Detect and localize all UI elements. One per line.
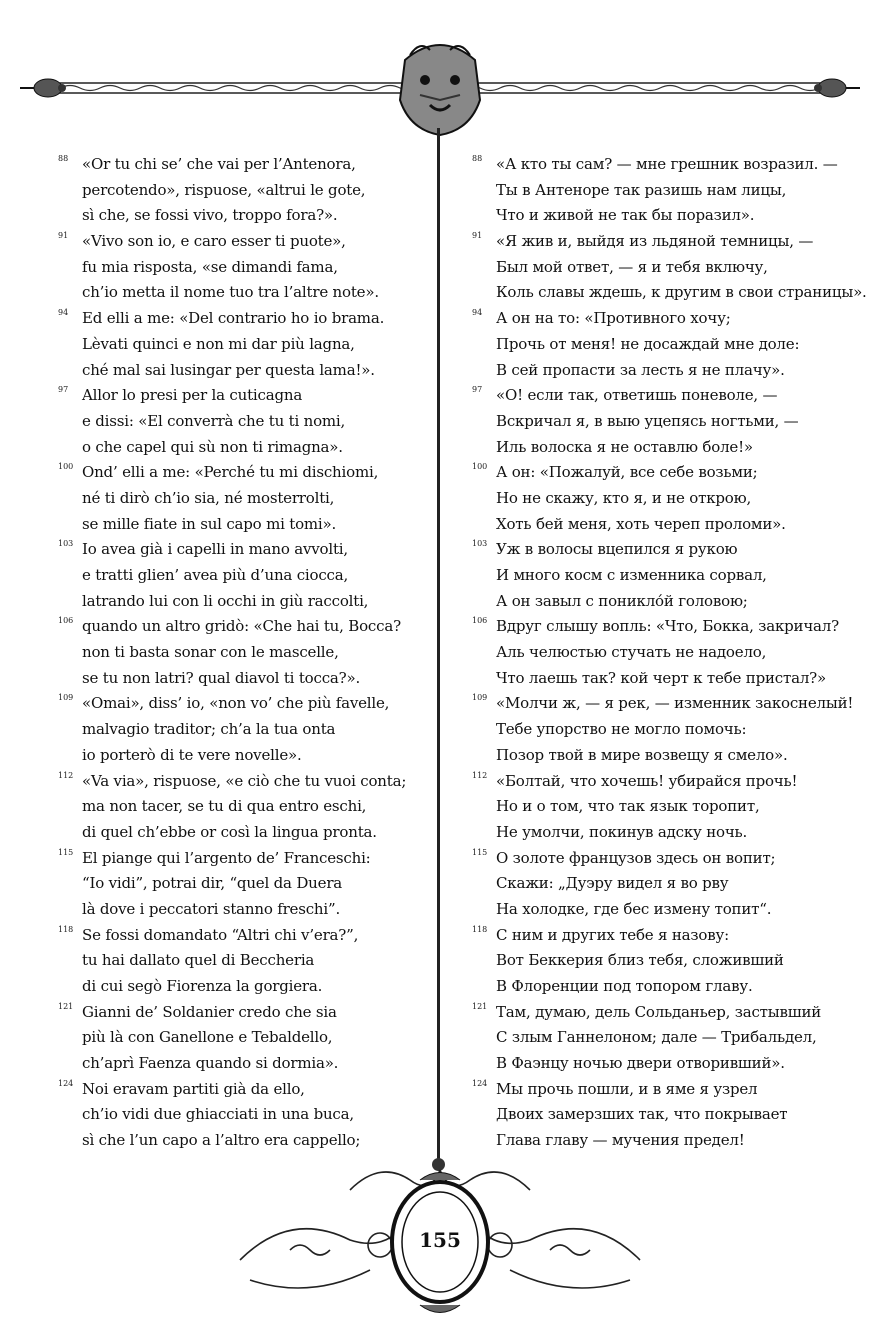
- line-number: 124: [58, 1078, 74, 1088]
- page-number: 155: [419, 1228, 461, 1252]
- verse-line: se tu non latri? qual diavol ti tocca?».: [82, 668, 361, 687]
- left-finial-icon: [20, 79, 66, 97]
- tercet: [472, 614, 872, 691]
- verse-line: «Or tu chi se’ che vai per l’Antenora,: [82, 155, 356, 173]
- line-number: 121: [58, 1001, 74, 1011]
- tercet: [58, 460, 428, 537]
- verse-line: Что и живой не так бы поразил».: [496, 206, 755, 225]
- line-number: 109: [58, 693, 74, 703]
- verse-line: io porterò di te vere novelle».: [82, 745, 302, 764]
- line-number: 106: [472, 616, 488, 626]
- verse-line: o che capel qui sù non ti rimagna».: [82, 437, 343, 456]
- verse-line: Глава главу — мучения предел!: [496, 1131, 745, 1150]
- tercet: [58, 769, 428, 846]
- line-number: 112: [58, 770, 74, 780]
- verse-line: А он на то: «Противного хочу;: [496, 309, 731, 328]
- verse-line: Там, думаю, дель Сольданьер, застывший: [496, 1002, 822, 1021]
- verse-line: di cui segò Fiorenza la gorgiera.: [82, 977, 323, 995]
- line-number: 88: [472, 154, 483, 163]
- verse-line: tu hai dallato quel di Beccheria: [82, 951, 315, 970]
- line-number: 97: [58, 385, 69, 395]
- tercet: [472, 691, 872, 768]
- tercet: [472, 152, 872, 229]
- verse-line: «Я жив и, выйдя из льдяной темницы, —: [496, 232, 814, 251]
- tercet: [58, 846, 428, 923]
- verse-line: Вот Беккерия близ тебя, сложивший: [496, 951, 784, 970]
- russian-column: [472, 152, 872, 1154]
- verse-line: Gianni de’ Soldanier credo che sia: [82, 1002, 337, 1021]
- verse-line: Allor lo presi per la cuticagna: [82, 386, 303, 405]
- line-number: 115: [58, 847, 74, 857]
- line-number: 118: [58, 924, 74, 934]
- verse-line: Что лаешь так? кой черт к тебе пристал?»: [496, 668, 826, 687]
- verse-line: Ond’ elli a me: «Perché tu mi dischiomi,: [82, 463, 379, 482]
- verse-line: С ним и других тебе я назову:: [496, 925, 729, 944]
- tercet: [58, 537, 428, 614]
- top-ornament: [0, 0, 880, 150]
- verse-line: sì che, se fossi vivo, troppo fora?».: [82, 206, 338, 225]
- tercet: [58, 614, 428, 691]
- verse-line: Скажи: „Дуэру видел я во рву: [496, 874, 729, 893]
- line-number: 124: [472, 1078, 488, 1088]
- tercet: [58, 691, 428, 768]
- verse-line: «Omai», diss’ io, «non vo’ che più favelle,: [82, 694, 390, 713]
- verse-line: Тебе упорство не могло помочь:: [496, 720, 747, 739]
- line-number: 100: [472, 462, 488, 472]
- lion-head-icon: [400, 45, 480, 135]
- verse-line: А он завыл с поникло́й головою;: [496, 591, 748, 610]
- verse-line: e dissi: «El converrà che tu ti nomi,: [82, 411, 346, 430]
- verse-line: Io avea già i capelli in mano avvolti,: [82, 540, 348, 559]
- verse-line: Уж в волосы вцепился я рукою: [496, 540, 738, 559]
- line-number: 94: [58, 308, 69, 318]
- center-divider: [437, 128, 440, 1168]
- verse-line: Мы прочь пошли, и в яме я узрел: [496, 1079, 758, 1098]
- tercet: [58, 1077, 428, 1154]
- line-number: 118: [472, 924, 488, 934]
- verse-line: Ты в Антеноре так разишь нам лицы,: [496, 180, 787, 199]
- verse-line: Но не скажу, кто я, и не открою,: [496, 488, 752, 507]
- verse-line: О золоте французов здесь он вопит;: [496, 848, 776, 867]
- tercet: [472, 383, 872, 460]
- verse-line: В Флоренции под топором главу.: [496, 977, 753, 995]
- verse-line: В Фаэнцу ночью двери отворивший».: [496, 1054, 785, 1073]
- line-number: 97: [472, 385, 483, 395]
- verse-line: Был мой ответ, — я и тебя включу,: [496, 257, 768, 276]
- line-number: 94: [472, 308, 483, 318]
- verse-line: non ti basta sonar con le mascelle,: [82, 643, 339, 662]
- verse-line: «А кто ты сам? — мне грешник возразил. —: [496, 155, 838, 173]
- verse-line: ma non tacer, se tu di qua entro eschi,: [82, 797, 367, 816]
- line-number: 88: [58, 154, 69, 163]
- tercet: [58, 923, 428, 1000]
- verse-line: Иль волоска я не оставлю боле!»: [496, 437, 753, 456]
- tercet: [472, 1000, 872, 1077]
- verse-line: «Молчи ж, — я рек, — изменник закоснелый!: [496, 694, 854, 713]
- right-finial-icon: [814, 79, 860, 97]
- verse-line: di quel ch’ebbe or così la lingua pronta.: [82, 822, 377, 841]
- verse-line: quando un altro gridò: «Che hai tu, Bocca?: [82, 617, 401, 636]
- verse-line: percotendo», rispuose, «altrui le gote,: [82, 180, 366, 199]
- verse-line: El piange qui l’argento de’ Franceschi:: [82, 848, 371, 867]
- line-number: 100: [58, 462, 74, 472]
- verse-line: là dove i peccatori stanno freschi”.: [82, 899, 341, 918]
- verse-line: Но и о том, что так язык торопит,: [496, 797, 760, 816]
- line-number: 115: [472, 847, 488, 857]
- tercet: [472, 460, 872, 537]
- line-number: 103: [472, 539, 488, 549]
- verse-line: e tratti glien’ avea più d’una ciocca,: [82, 566, 349, 584]
- line-number: 106: [58, 616, 74, 626]
- line-number: 91: [472, 231, 483, 241]
- verse-line: ché mal sai lusingar per questa lama!».: [82, 360, 375, 379]
- verse-line: Прочь от меня! не досаждай мне доле:: [496, 334, 800, 353]
- tercet: [472, 229, 872, 306]
- verse-line: latrando lui con li occhi in giù raccolti,: [82, 591, 369, 610]
- verse-line: Хоть бей меня, хоть череп проломи».: [496, 514, 786, 533]
- verse-line: Noi eravam partiti già da ello,: [82, 1079, 305, 1098]
- verse-line: Позор твой в мире возвещу я смело».: [496, 745, 788, 764]
- verse-line: На холодке, где бес измену топит“.: [496, 899, 772, 918]
- line-number: 91: [58, 231, 69, 241]
- line-number: 103: [58, 539, 74, 549]
- verse-line: “Io vidi”, potrai dir, “quel da Duera: [82, 874, 343, 893]
- tercet: [472, 923, 872, 1000]
- verse-line: Двоих замерзших так, что покрывает: [496, 1105, 788, 1124]
- verse-line: Ed elli a me: «Del contrario ho io brama.: [82, 309, 385, 328]
- verse-line: Коль славы ждешь, к другим в свои страницы».: [496, 283, 867, 302]
- verse-line: più là con Ganellone e Tebaldello,: [82, 1028, 333, 1047]
- tercet: [472, 846, 872, 923]
- verse-line: И много косм с изменника сорвал,: [496, 566, 767, 584]
- verse-line: «Va via», rispuose, «e ciò che tu vuoi conta;: [82, 771, 407, 790]
- italian-column: [58, 152, 428, 1154]
- verse-line: «Vivo son io, e caro esser ti puote»,: [82, 232, 346, 251]
- line-number: 109: [472, 693, 488, 703]
- tercet: [58, 229, 428, 306]
- verse-line: А он: «Пожалуй, все себе возьми;: [496, 463, 758, 482]
- tercet: [58, 1000, 428, 1077]
- verse-line: Lèvati quinci e non mi dar più lagna,: [82, 334, 355, 353]
- verse-line: Не умолчи, покинув адску ночь.: [496, 822, 748, 841]
- tercet: [58, 306, 428, 383]
- verse-line: ch’aprì Faenza quando si dormia».: [82, 1054, 339, 1073]
- verse-line: Вскричал я, в выю уцепясь ногтьми, —: [496, 411, 799, 430]
- verse-line: Se fossi domandato “Altri chi v’era?”,: [82, 925, 359, 944]
- verse-line: «Болтай, что хочешь! убирайся прочь!: [496, 771, 798, 790]
- verse-line: malvagio traditor; ch’a la tua onta: [82, 720, 336, 739]
- tercet: [472, 769, 872, 846]
- verse-line: ch’io metta il nome tuo tra l’altre note».: [82, 283, 379, 302]
- verse-line: Аль челюстью стучать не надоело,: [496, 643, 767, 662]
- tercet: [472, 537, 872, 614]
- verse-line: С злым Ганнелоном; дале — Трибальдел,: [496, 1028, 817, 1047]
- verse-line: sì che l’un capo a l’altro era cappello;: [82, 1131, 361, 1150]
- verse-line: se mille fiate in sul capo mi tomi».: [82, 514, 337, 533]
- tercet: [472, 1077, 872, 1154]
- verse-line: ch’io vidi due ghiacciati in una buca,: [82, 1105, 354, 1124]
- tercet: [472, 306, 872, 383]
- tercet: [58, 152, 428, 229]
- verse-line: В сей пропасти за лесть я не плачу».: [496, 360, 785, 379]
- verse-line: «О! если так, ответишь поневоле, —: [496, 386, 778, 405]
- line-number: 112: [472, 770, 488, 780]
- tercet: [58, 383, 428, 460]
- verse-line: Вдруг слышу вопль: «Что, Бокка, закричал?: [496, 617, 839, 636]
- verse-line: fu mia risposta, «se dimandi fama,: [82, 257, 338, 276]
- verse-line: né ti dirò ch’io sia, né mosterrolti,: [82, 488, 335, 507]
- line-number: 121: [472, 1001, 488, 1011]
